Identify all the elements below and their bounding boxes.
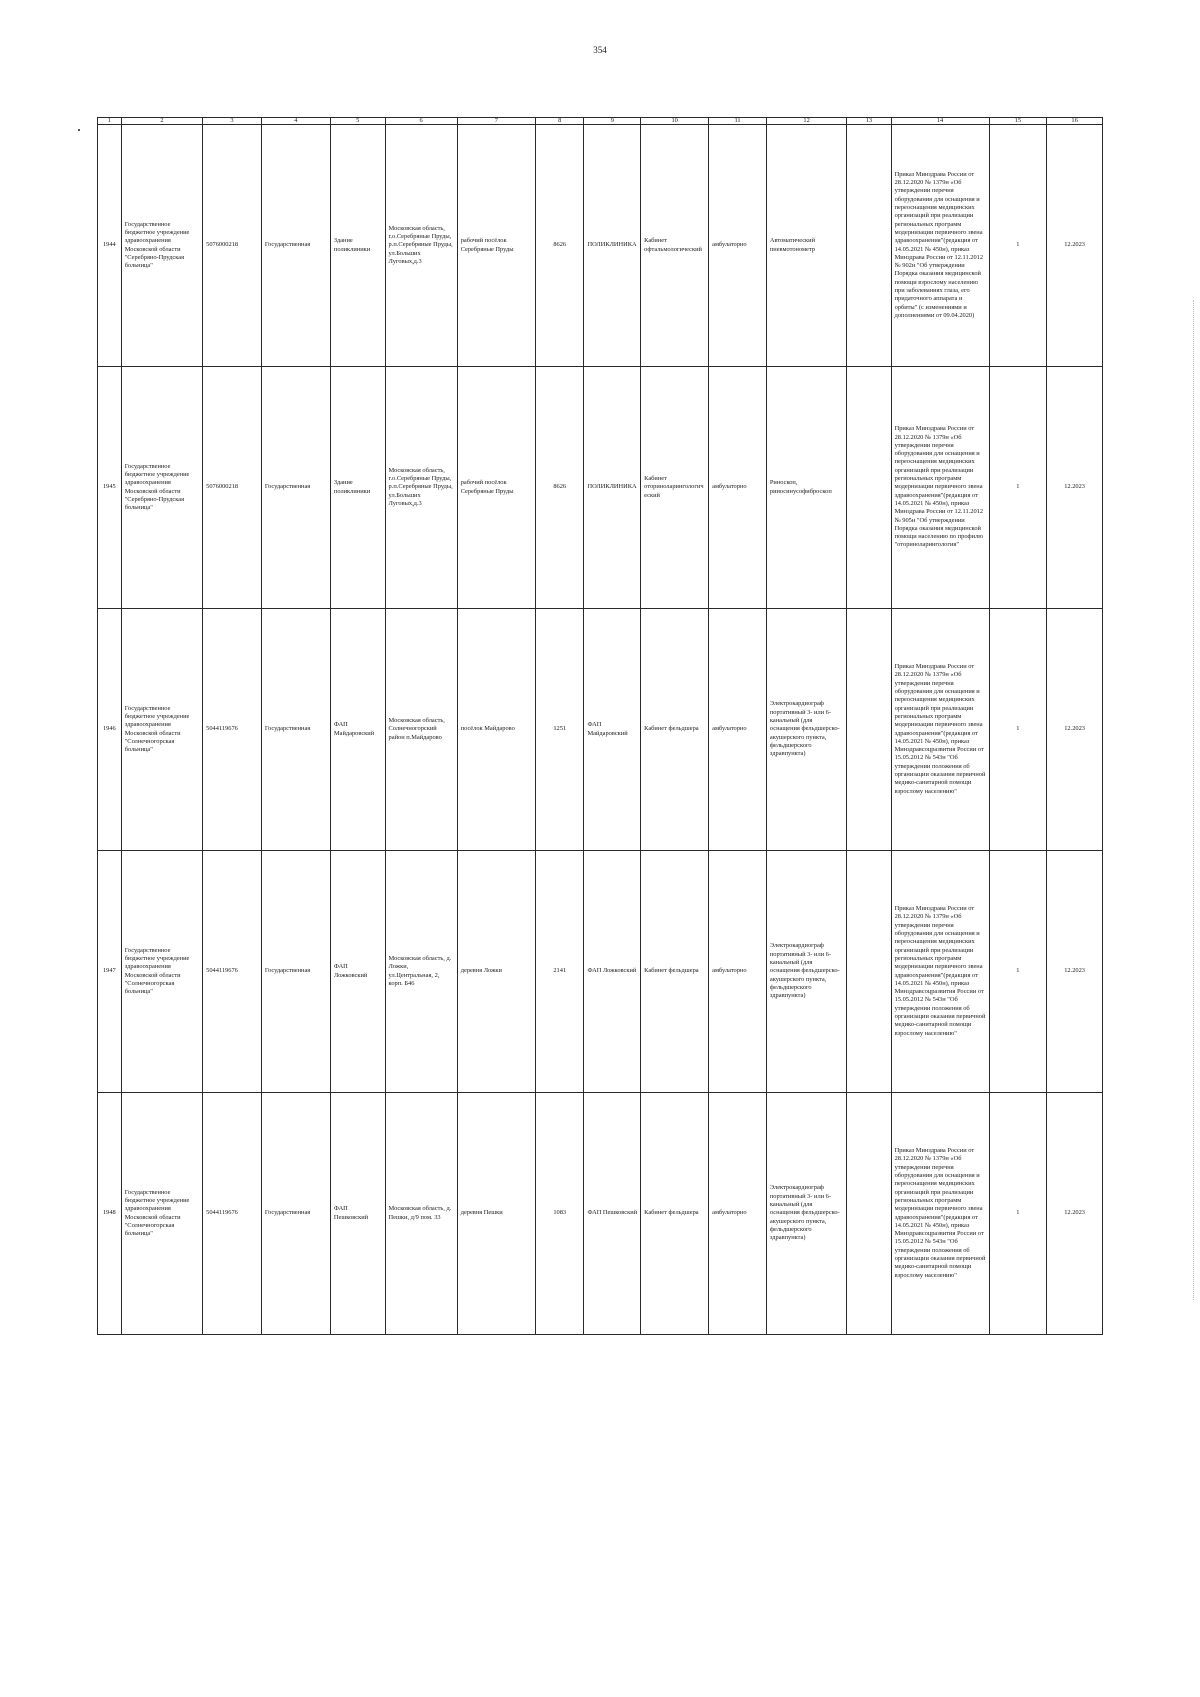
- institution-name: Государственное бюджетное учреждение здравоохранения Московской области "Солнечногорская больница": [121, 1093, 202, 1335]
- column-number-10: 10: [641, 118, 709, 125]
- unit-name: ФАП Майдаровский: [584, 609, 641, 851]
- room-name: Кабинет фельдшера: [641, 1093, 709, 1335]
- page-number: 354: [593, 45, 607, 55]
- unit-name: ФАП Пешковский: [584, 1093, 641, 1335]
- population: 2141: [536, 851, 584, 1093]
- table-row: [98, 851, 1103, 1093]
- care-type: амбулаторно: [709, 125, 767, 367]
- regulatory-basis: Приказ Минздрава России от 28.12.2020 № 1379н «Об утверждении перечня оборудования для оснащения и переоснащения медицинских организаций при реализации региональных программ модернизации первичного звена здравоохранения"(редакция от 14.05.2021 № 450н), приказ Минздравсоцразвития России от 15.05.2012 № 543н "Об утверждении положения об организации оказания первичной медико-санитарной помощи взрослому населению": [891, 609, 989, 851]
- care-type: амбулаторно: [709, 851, 767, 1093]
- address: Московская область, д. Пешки, д/9 пом. 33: [385, 1093, 457, 1335]
- ownership-form: Государственная: [261, 609, 330, 851]
- building-name: ФАП Ложковский: [330, 851, 385, 1093]
- unit-name: ПОЛИКЛИНИКА: [584, 125, 641, 367]
- address: Московская область, г.о.Серебряные Пруды, р.п.Серебряные Пруды, ул.Больших Луговых,д.3: [385, 125, 457, 367]
- row-number: 1944: [98, 125, 122, 367]
- regulatory-basis: Приказ Минздрава России от 28.12.2020 № 1379н «Об утверждении перечня оборудования для оснащения и переоснащения медицинских организаций при реализации региональных программ модернизации первичного звена здравоохранения"(редакция от 14.05.2021 № 450н), приказ Минздрава России от 12.11.2012 № 905н "Об утверждении Порядка оказания медицинской помощи населению по профилю "оториноларингология": [891, 367, 989, 609]
- equipment-count: 1: [989, 851, 1047, 1093]
- delivery-date: 12.2023: [1047, 609, 1103, 851]
- institution-name: Государственное бюджетное учреждение здравоохранения Московской области "Солнечногорская больница": [121, 851, 202, 1093]
- column-13-value: [847, 367, 891, 609]
- settlement: посёлок Майдарово: [457, 609, 535, 851]
- room-name: Кабинет фельдшера: [641, 609, 709, 851]
- building-name: Здание поликлиники: [330, 367, 385, 609]
- unit-name: ПОЛИКЛИНИКА: [584, 367, 641, 609]
- institution-name: Государственное бюджетное учреждение здравоохранения Московской области "Серебряно-Прудская больница": [121, 367, 202, 609]
- ownership-form: Государственная: [261, 851, 330, 1093]
- equipment-count: 1: [989, 609, 1047, 851]
- address: Московская область, Солнечногорский район п.Майдарово: [385, 609, 457, 851]
- column-13-value: [847, 1093, 891, 1335]
- table-row: [98, 609, 1103, 851]
- inn: 5076000218: [203, 125, 262, 367]
- delivery-date: 12.2023: [1047, 1093, 1103, 1335]
- room-name: Кабинет офтальмологический: [641, 125, 709, 367]
- column-number-16: 16: [1047, 118, 1103, 125]
- care-type: амбулаторно: [709, 367, 767, 609]
- regulatory-basis: Приказ Минздрава России от 28.12.2020 № 1379н «Об утверждении перечня оборудования для оснащения и переоснащения медицинских организаций при реализации региональных программ модернизации первичного звена здравоохранения"(редакция от 14.05.2021 № 450н), приказ Минздравсоцразвития России от 15.05.2012 № 543н "Об утверждении положения об организации оказания первичной медико-санитарной помощи взрослому населению": [891, 851, 989, 1093]
- column-number-7: 7: [457, 118, 535, 125]
- equipment-name: Электрокардиограф портативный 3- или 6-канальный (для оснащения фельдшерско-акушерского пункта, фельдшерского здравпункта): [766, 1093, 846, 1335]
- delivery-date: 12.2023: [1047, 851, 1103, 1093]
- equipment-register-table: [97, 117, 1103, 1335]
- settlement: деревня Ложки: [457, 851, 535, 1093]
- equipment-count: 1: [989, 125, 1047, 367]
- equipment-name: Электрокардиограф портативный 3- или 6-канальный (для оснащения фельдшерско-акушерского пункта, фельдшерского здравпункта): [766, 609, 846, 851]
- equipment-name: Электрокардиограф портативный 3- или 6-канальный (для оснащения фельдшерско-акушерского пункта, фельдшерского здравпункта): [766, 851, 846, 1093]
- row-number: 1947: [98, 851, 122, 1093]
- inn: 5076000218: [203, 367, 262, 609]
- row-number: 1945: [98, 367, 122, 609]
- ownership-form: Государственная: [261, 125, 330, 367]
- column-number-1: 1: [98, 118, 122, 125]
- table-row: [98, 367, 1103, 609]
- institution-name: Государственное бюджетное учреждение здравоохранения Московской области "Солнечногорская больница": [121, 609, 202, 851]
- scan-edge: [1193, 300, 1196, 1300]
- regulatory-basis: Приказ Минздрава России от 28.12.2020 № 1379н «Об утверждении перечня оборудования для оснащения и переоснащения медицинских организаций при реализации региональных программ модернизации первичного звена здравоохранения"(редакция от 14.05.2021 № 450н), приказ Минздрава России от 12.11.2012 № 902н "Об утверждении Порядка оказания медицинской помощи взрослому населению при заболеваниях глаза, его придаточного аппарата и орбиты" (с изменениями и дополнениями от 09.04.2020): [891, 125, 989, 367]
- column-number-3: 3: [203, 118, 262, 125]
- row-number: 1946: [98, 609, 122, 851]
- column-number-row: [98, 118, 1103, 125]
- ownership-form: Государственная: [261, 367, 330, 609]
- scan-artifact: [78, 129, 80, 131]
- room-name: Кабинет фельдшера: [641, 851, 709, 1093]
- care-type: амбулаторно: [709, 1093, 767, 1335]
- settlement: рабочий посёлок Серебряные Пруды: [457, 125, 535, 367]
- population: 8626: [536, 367, 584, 609]
- column-number-11: 11: [709, 118, 767, 125]
- inn: 5044119676: [203, 851, 262, 1093]
- regulatory-basis: Приказ Минздрава России от 28.12.2020 № 1379н «Об утверждении перечня оборудования для оснащения и переоснащения медицинских организаций при реализации региональных программ модернизации первичного звена здравоохранения"(редакция от 14.05.2021 № 450н), приказ Минздравсоцразвития России от 15.05.2012 № 543н "Об утверждении положения об организации оказания первичной медико-санитарной помощи взрослому населению": [891, 1093, 989, 1335]
- institution-name: Государственное бюджетное учреждение здравоохранения Московской области "Серебряно-Прудская больница": [121, 125, 202, 367]
- column-number-9: 9: [584, 118, 641, 125]
- building-name: Здание поликлиники: [330, 125, 385, 367]
- address: Московская область, г.о.Серебряные Пруды, р.п.Серебряные Пруды, ул.Больших Луговых,д.3: [385, 367, 457, 609]
- building-name: ФАП Майдаровский: [330, 609, 385, 851]
- column-number-5: 5: [330, 118, 385, 125]
- table-row: [98, 125, 1103, 367]
- population: 8626: [536, 125, 584, 367]
- room-name: Кабинет оториноларингологический: [641, 367, 709, 609]
- inn: 5044119676: [203, 609, 262, 851]
- equipment-name: Автоматический пневмотонометр: [766, 125, 846, 367]
- unit-name: ФАП Ложковский: [584, 851, 641, 1093]
- inn: 5044119676: [203, 1093, 262, 1335]
- column-number-4: 4: [261, 118, 330, 125]
- column-number-8: 8: [536, 118, 584, 125]
- equipment-name: Риноскоп, риносинусофиброскоп: [766, 367, 846, 609]
- population: 1083: [536, 1093, 584, 1335]
- population: 1251: [536, 609, 584, 851]
- settlement: деревня Пешки: [457, 1093, 535, 1335]
- ownership-form: Государственная: [261, 1093, 330, 1335]
- delivery-date: 12.2023: [1047, 367, 1103, 609]
- column-13-value: [847, 851, 891, 1093]
- column-number-6: 6: [385, 118, 457, 125]
- table-row: [98, 1093, 1103, 1335]
- column-number-14: 14: [891, 118, 989, 125]
- settlement: рабочий посёлок Серебряные Пруды: [457, 367, 535, 609]
- row-number: 1948: [98, 1093, 122, 1335]
- delivery-date: 12.2023: [1047, 125, 1103, 367]
- column-13-value: [847, 609, 891, 851]
- equipment-count: 1: [989, 367, 1047, 609]
- column-number-13: 13: [847, 118, 891, 125]
- column-13-value: [847, 125, 891, 367]
- care-type: амбулаторно: [709, 609, 767, 851]
- column-number-15: 15: [989, 118, 1047, 125]
- address: Московская область, д. Ложки, ул.Центральная, 2, корп. Б46: [385, 851, 457, 1093]
- equipment-count: 1: [989, 1093, 1047, 1335]
- column-number-12: 12: [766, 118, 846, 125]
- column-number-2: 2: [121, 118, 202, 125]
- building-name: ФАП Пешковский: [330, 1093, 385, 1335]
